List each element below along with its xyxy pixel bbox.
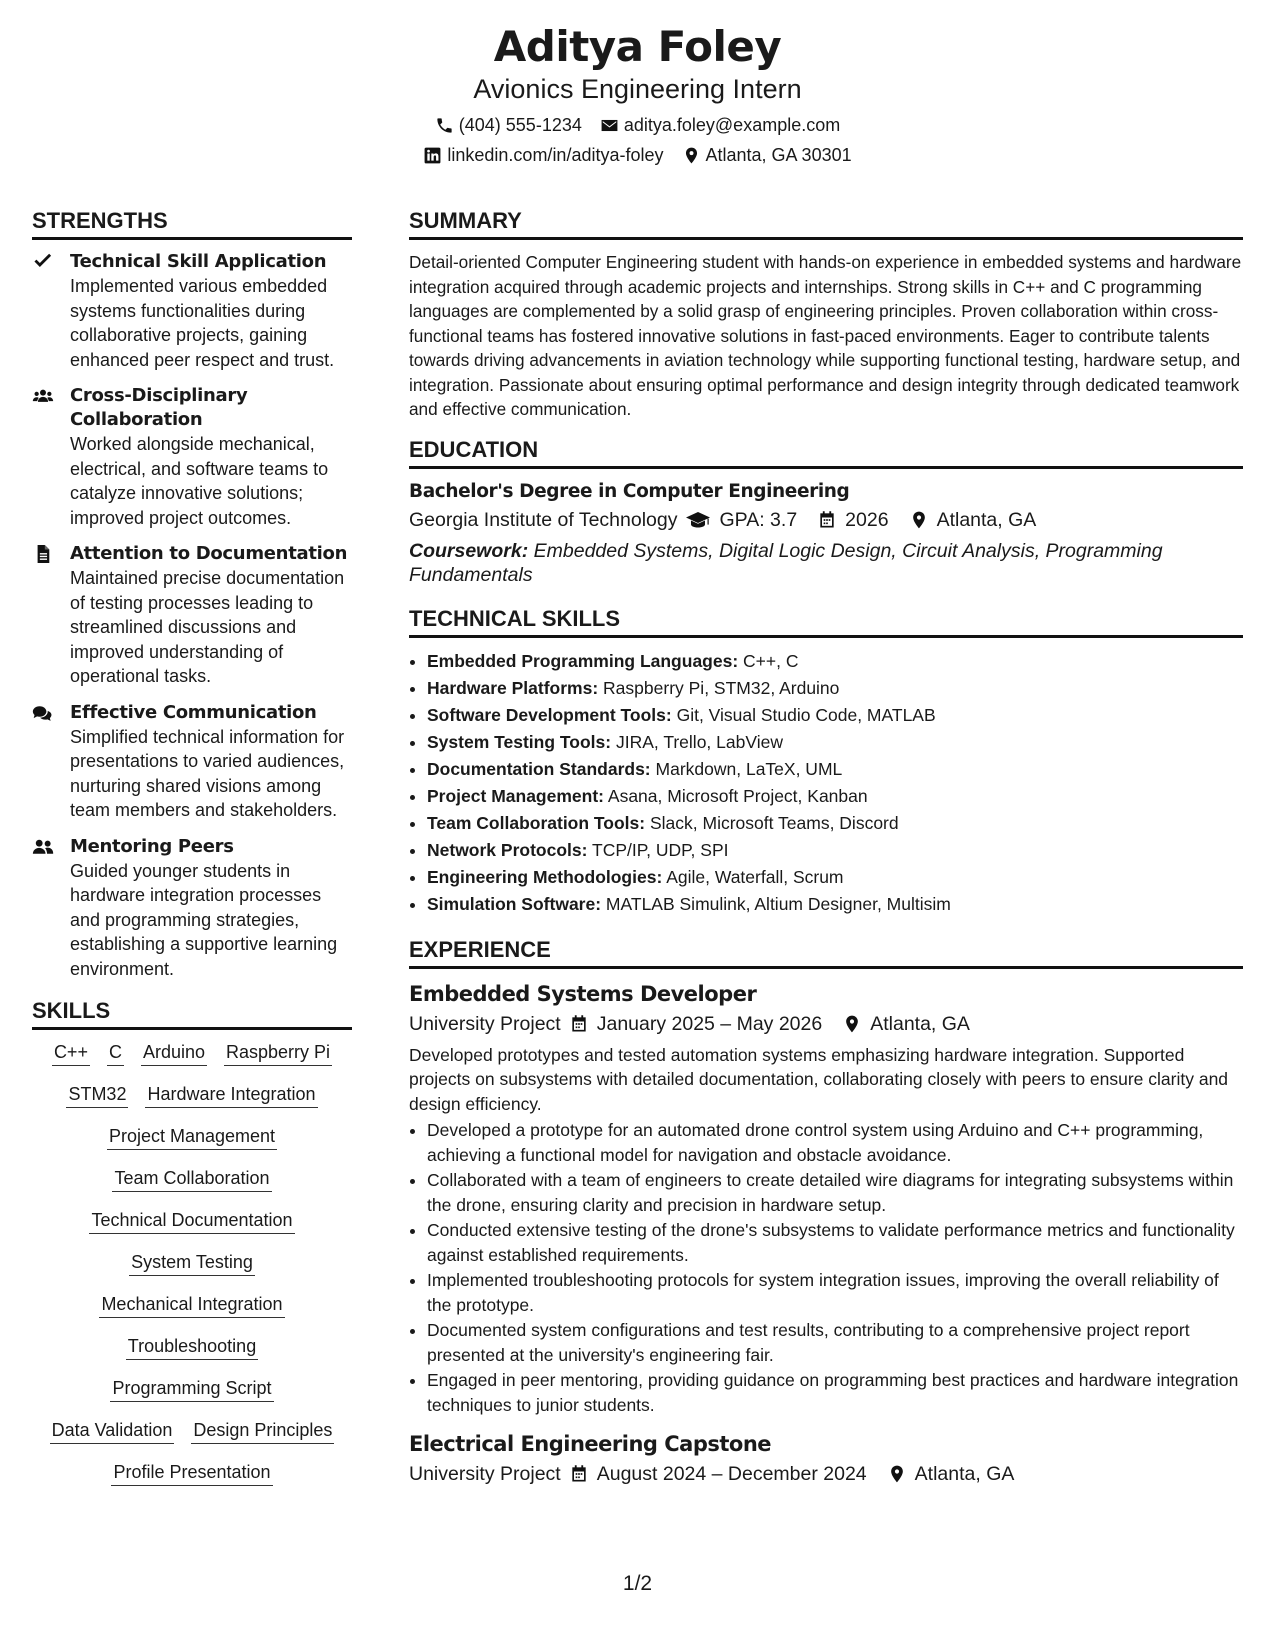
school-name: Georgia Institute of Technology [409,508,678,531]
job-bullet: • Collaborated with a team of engineers to create detailed wire diagrams for integrating subsystems within the drone, ensuring clarity and precision in hardware setup. [427,1168,1243,1217]
strength-title: Attention to Documentation [70,543,348,564]
technical-skill-item [427,648,1243,675]
calendar-icon [817,510,837,530]
technical-skill-item [427,810,1243,837]
skill-tag: Troubleshooting [126,1334,258,1360]
skill-tag: STM32 [66,1082,128,1108]
contact-row-2 [0,144,1275,166]
job-description: Developed prototypes and tested automation systems emphasizing hardware integration. Supported projects on subsystems with detailed documentation, collaborating closely with peers to ensure clarity and design efficiency. [409,1044,1229,1114]
strength-item [32,542,352,689]
skill-tag: Mechanical Integration [99,1292,284,1318]
skill-tag: Project Management [107,1124,277,1150]
skills-heading: SKILLS [32,997,352,1030]
strength-desc: Maintained precise documentation of testing processes leading to streamlined discussions and improved understanding of operational tasks. [70,568,345,686]
skill-category: Embedded Programming Languages: [427,650,739,671]
skill-category: Documentation Standards: [427,758,651,779]
skill-category: Hardware Platforms: [427,677,599,698]
skill-category: Software Development Tools: [427,704,672,725]
strength-desc: Worked alongside mechanical, electrical, and software teams to catalyze innovative solutions; improved project outcomes. [70,434,329,528]
technical-skill-item [427,675,1243,702]
strength-item [32,835,352,982]
linkedin-icon [423,146,442,165]
skill-tag: Programming Script [110,1376,273,1402]
job-dates: January 2025 – May 2026 [596,1012,823,1035]
linkedin-text: linkedin.com/in/aditya-foley [447,145,664,165]
strength-desc: Simplified technical information for presentations to varied audiences, nurturing shared visions among team members and stakeholders. [70,726,345,820]
job-bullets [409,1118,1243,1417]
email-contact[interactable] [600,114,840,136]
skill-tag: Hardware Integration [145,1082,317,1108]
linkedin-contact[interactable] [423,144,663,166]
coursework-label: Coursework: [409,539,529,562]
candidate-name: Aditya Foley [493,22,782,71]
technical-skill-item [427,864,1243,891]
gpa-text: GPA: 3.7 [719,508,798,531]
skill-tag: Design Principles [191,1418,334,1444]
skill-values: JIRA, Trello, LabView [615,731,783,752]
skill-category: Network Protocols: [427,839,588,860]
left-column [32,207,352,1486]
skill-values: Asana, Microsoft Project, Kanban [607,785,868,806]
technical-skills-list [409,648,1243,918]
phone-text: (404) 555-1234 [458,115,582,135]
degree-title: Bachelor's Degree in Computer Engineering [409,480,850,502]
map-pin-icon [682,146,701,165]
skill-tag: Data Validation [50,1418,175,1444]
strength-item [32,250,352,372]
job-title: Embedded Systems Developer [409,981,757,1006]
skill-values: MATLAB Simulink, Altium Designer, Multisim [605,893,951,914]
chat-bubbles-icon [32,704,54,722]
users-group-icon [32,387,54,405]
skill-category: Team Collaboration Tools: [427,812,646,833]
strength-desc: Implemented various embedded systems functionalities during collaborative projects, gaining enhanced peer respect and trust. [70,276,335,370]
map-pin-icon [842,1014,862,1034]
experience-entry [409,1429,1243,1489]
experience-heading: EXPERIENCE [409,936,1243,969]
technical-skill-item [427,783,1243,810]
skill-tag: C++ [52,1040,90,1066]
skill-values: Agile, Waterfall, Scrum [666,866,844,887]
technical-skill-item [427,702,1243,729]
location-text: Atlanta, GA 30301 [705,145,852,165]
job-org: University Project [409,1463,561,1485]
education-meta [409,505,1243,535]
job-bullet: • Engaged in peer mentoring, providing guidance on programming best practices and hardware integration techniques to junior students. [427,1368,1243,1417]
job-meta [409,1009,1243,1039]
school-location: Atlanta, GA [936,508,1037,531]
graduation-year: 2026 [845,508,889,531]
skill-tag: Technical Documentation [89,1208,294,1234]
coursework [409,539,1243,587]
email-text: aditya.foley@example.com [623,115,841,135]
summary-heading: SUMMARY [409,207,1243,240]
skill-tag: Profile Presentation [111,1460,272,1486]
job-bullet: • Documented system configurations and test results, contributing to a comprehensive project report presented at the university's engineering fair. [427,1318,1243,1367]
skill-category: Project Management: [427,785,604,806]
job-bullet: • Implemented troubleshooting protocols for system integration issues, improving the overall reliability of the prototype. [427,1268,1243,1317]
coursework-list: Embedded Systems, Digital Logic Design, Circuit Analysis, Programming Fundamentals [409,539,1163,586]
strength-desc: Guided younger students in hardware integration processes and programming strategies, establishing a supportive learning environment. [70,860,338,979]
envelope-icon [600,116,619,135]
resume-header [0,20,1275,166]
calendar-icon [569,1464,589,1484]
map-pin-icon [909,510,929,530]
skills-tag-list [32,1040,352,1486]
education-heading: EDUCATION [409,436,1243,469]
job-location: Atlanta, GA [914,1463,1015,1485]
strength-title: Mentoring Peers [70,835,234,857]
map-pin-icon [887,1464,907,1484]
candidate-title: Avionics Engineering Intern [473,74,802,104]
skill-values: Slack, Microsoft Teams, Discord [649,812,899,833]
strengths-heading: STRENGTHS [32,207,352,240]
skill-tag: Arduino [141,1040,207,1066]
skill-values: Git, Visual Studio Code, MATLAB [676,704,936,725]
strength-item [32,701,352,823]
phone-icon [435,116,454,135]
phone-contact [435,114,582,136]
user-pair-icon [32,838,54,856]
job-location: Atlanta, GA [870,1012,970,1035]
location-contact [682,144,852,166]
job-bullet: • Conducted extensive testing of the drone's subsystems to validate performance metrics and functionality against established requirements. [427,1218,1243,1267]
skill-category: System Testing Tools: [427,731,612,752]
skill-category: Simulation Software: [427,893,602,914]
check-icon [32,253,54,271]
strength-title: Cross-Disciplinary Collaboration [70,385,248,430]
document-icon [32,545,54,563]
technical-skill-item [427,837,1243,864]
technical-skills-heading: TECHNICAL SKILLS [409,605,1243,638]
job-org: University Project [409,1012,561,1035]
skill-values: Raspberry Pi, STM32, Arduino [603,677,840,698]
graduation-cap-icon [685,510,711,530]
skill-tag: C [107,1040,124,1066]
job-bullet: • Developed a prototype for an automated drone control system using Arduino and C++ programming, achieving a functional model for navigation and obstacle avoidance. [427,1118,1243,1167]
technical-skill-item [427,891,1243,918]
job-title: Electrical Engineering Capstone [409,1432,772,1456]
skill-values: Markdown, LaTeX, UML [655,758,843,779]
technical-skill-item [427,756,1243,783]
strength-title: Effective Communication [70,701,317,723]
skill-tag: System Testing [129,1250,255,1276]
summary-text: Detail-oriented Computer Engineering student with hands-on experience in embedded systems and hardware integration acquired through academic projects and internships. Strong skills in C++ and C programming languages are complemented by a solid grasp of engineering principles. Proven collaboration within cross-functional teams has fostered innovative solutions in fast-paced environments. Eager to contribute talents towards driving advancements in aviation technology while supporting functional testing, hardware setup, and integration. Passionate about ensuring optimal performance and design integrity through dedicated teamwork and effective communication. [409,252,1242,419]
strength-title: Technical Skill Application [70,251,327,272]
skill-values: C++, C [743,650,799,671]
strength-item [32,384,352,530]
skill-category: Engineering Methodologies: [427,866,663,887]
skill-tag: Team Collaboration [112,1166,271,1192]
contact-row-1 [0,114,1275,136]
experience-entry [409,979,1243,1418]
technical-skill-item [427,729,1243,756]
right-column [409,207,1243,1489]
page-number: 1/2 [622,1572,653,1595]
skill-tag: Raspberry Pi [224,1040,332,1066]
skill-values: TCP/IP, UDP, SPI [592,839,729,860]
job-meta [409,1459,1243,1489]
job-dates: August 2024 – December 2024 [596,1463,867,1485]
calendar-icon [569,1014,589,1034]
